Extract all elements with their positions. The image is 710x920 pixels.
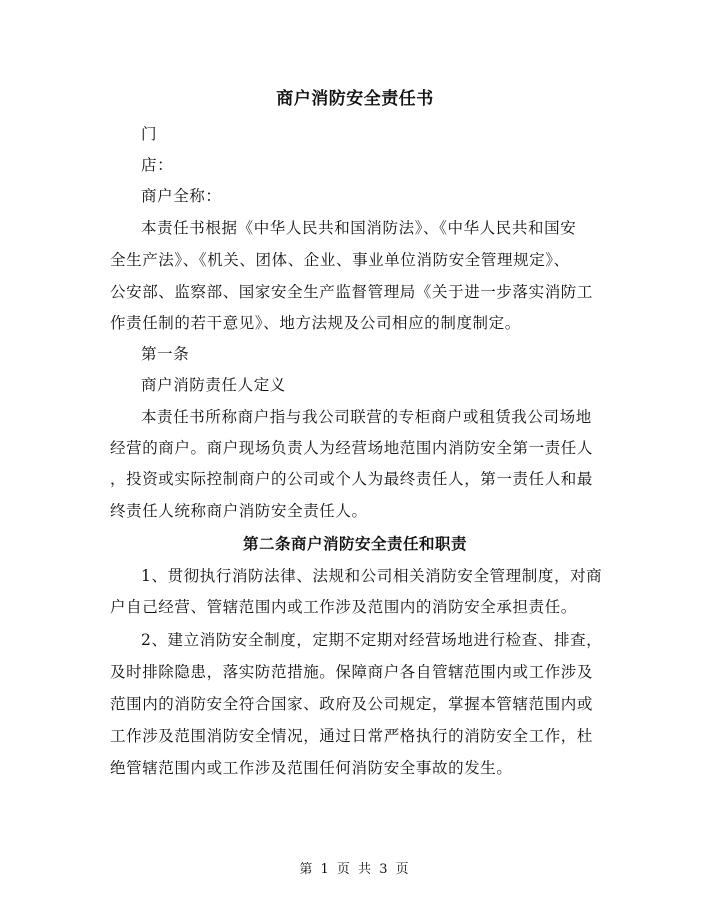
article2-heading: 第二条商户消防安全责任和职责 xyxy=(242,534,467,553)
intro-line: 全生产法》、《机关、团体、企业、事业单位消防安全管理规定》、 xyxy=(110,251,570,269)
door-label: 门 xyxy=(141,125,158,143)
intro-line: 作责任制的若干意见》、地方法规及公司相应的制度制定。 xyxy=(110,314,521,332)
article1-line: 经营的商户。商户现场负责人为经营场地范围内消防安全第一责任人 xyxy=(110,439,594,457)
store-label: 店： xyxy=(141,156,174,174)
intro-line: 公安部、监察部、国家安全生产监督管理局《关于进一步落实消防工 xyxy=(110,283,594,301)
article2-item2-line: 工作涉及范围消防安全情况，通过日常严格执行的消防安全工作，杜 xyxy=(110,727,594,745)
article1-line: 终责任人统称商户消防安全责任人。 xyxy=(110,502,368,520)
merchant-name-label: 商户全称： xyxy=(141,187,222,205)
intro-line: 本责任书根据《中华人民共和国消防法》、《中华人民共和国安 xyxy=(141,219,577,237)
article1-line: ，投资或实际控制商户的公司或个人为最终责任人，第一责任人和最 xyxy=(110,470,594,488)
page-indicator: 第 1 页 共 3 页 xyxy=(299,862,411,877)
article1-line: 本责任书所称商户指与我公司联营的专柜商户或租赁我公司场地 xyxy=(141,408,592,426)
article1-subtitle: 商户消防责任人定义 xyxy=(141,376,286,394)
article2-item2-line: 2、建立消防安全制度，定期不定期对经营场地进行检查、排查， xyxy=(141,631,603,649)
article2-item2-line: 绝管辖范围内或工作涉及范围任何消防安全事故的发生。 xyxy=(110,759,513,777)
article2-item2-line: 范围内的消防安全符合国家、政府及公司规定，掌握本管辖范围内或 xyxy=(110,695,594,713)
article2-item1-line: 1、贯彻执行消防法律、法规和公司相关消防安全管理制度，对商 xyxy=(141,567,603,585)
document-title: 商户消防安全责任书 xyxy=(276,89,434,109)
article1-label: 第一条 xyxy=(141,345,190,363)
article2-item2-line: 及时排除隐患，落实防范措施。保障商户各自管辖范围内或工作涉及 xyxy=(110,663,594,681)
article2-item1-line: 户自己经营、管辖范围内或工作涉及范围内的消防安全承担责任。 xyxy=(110,598,577,616)
